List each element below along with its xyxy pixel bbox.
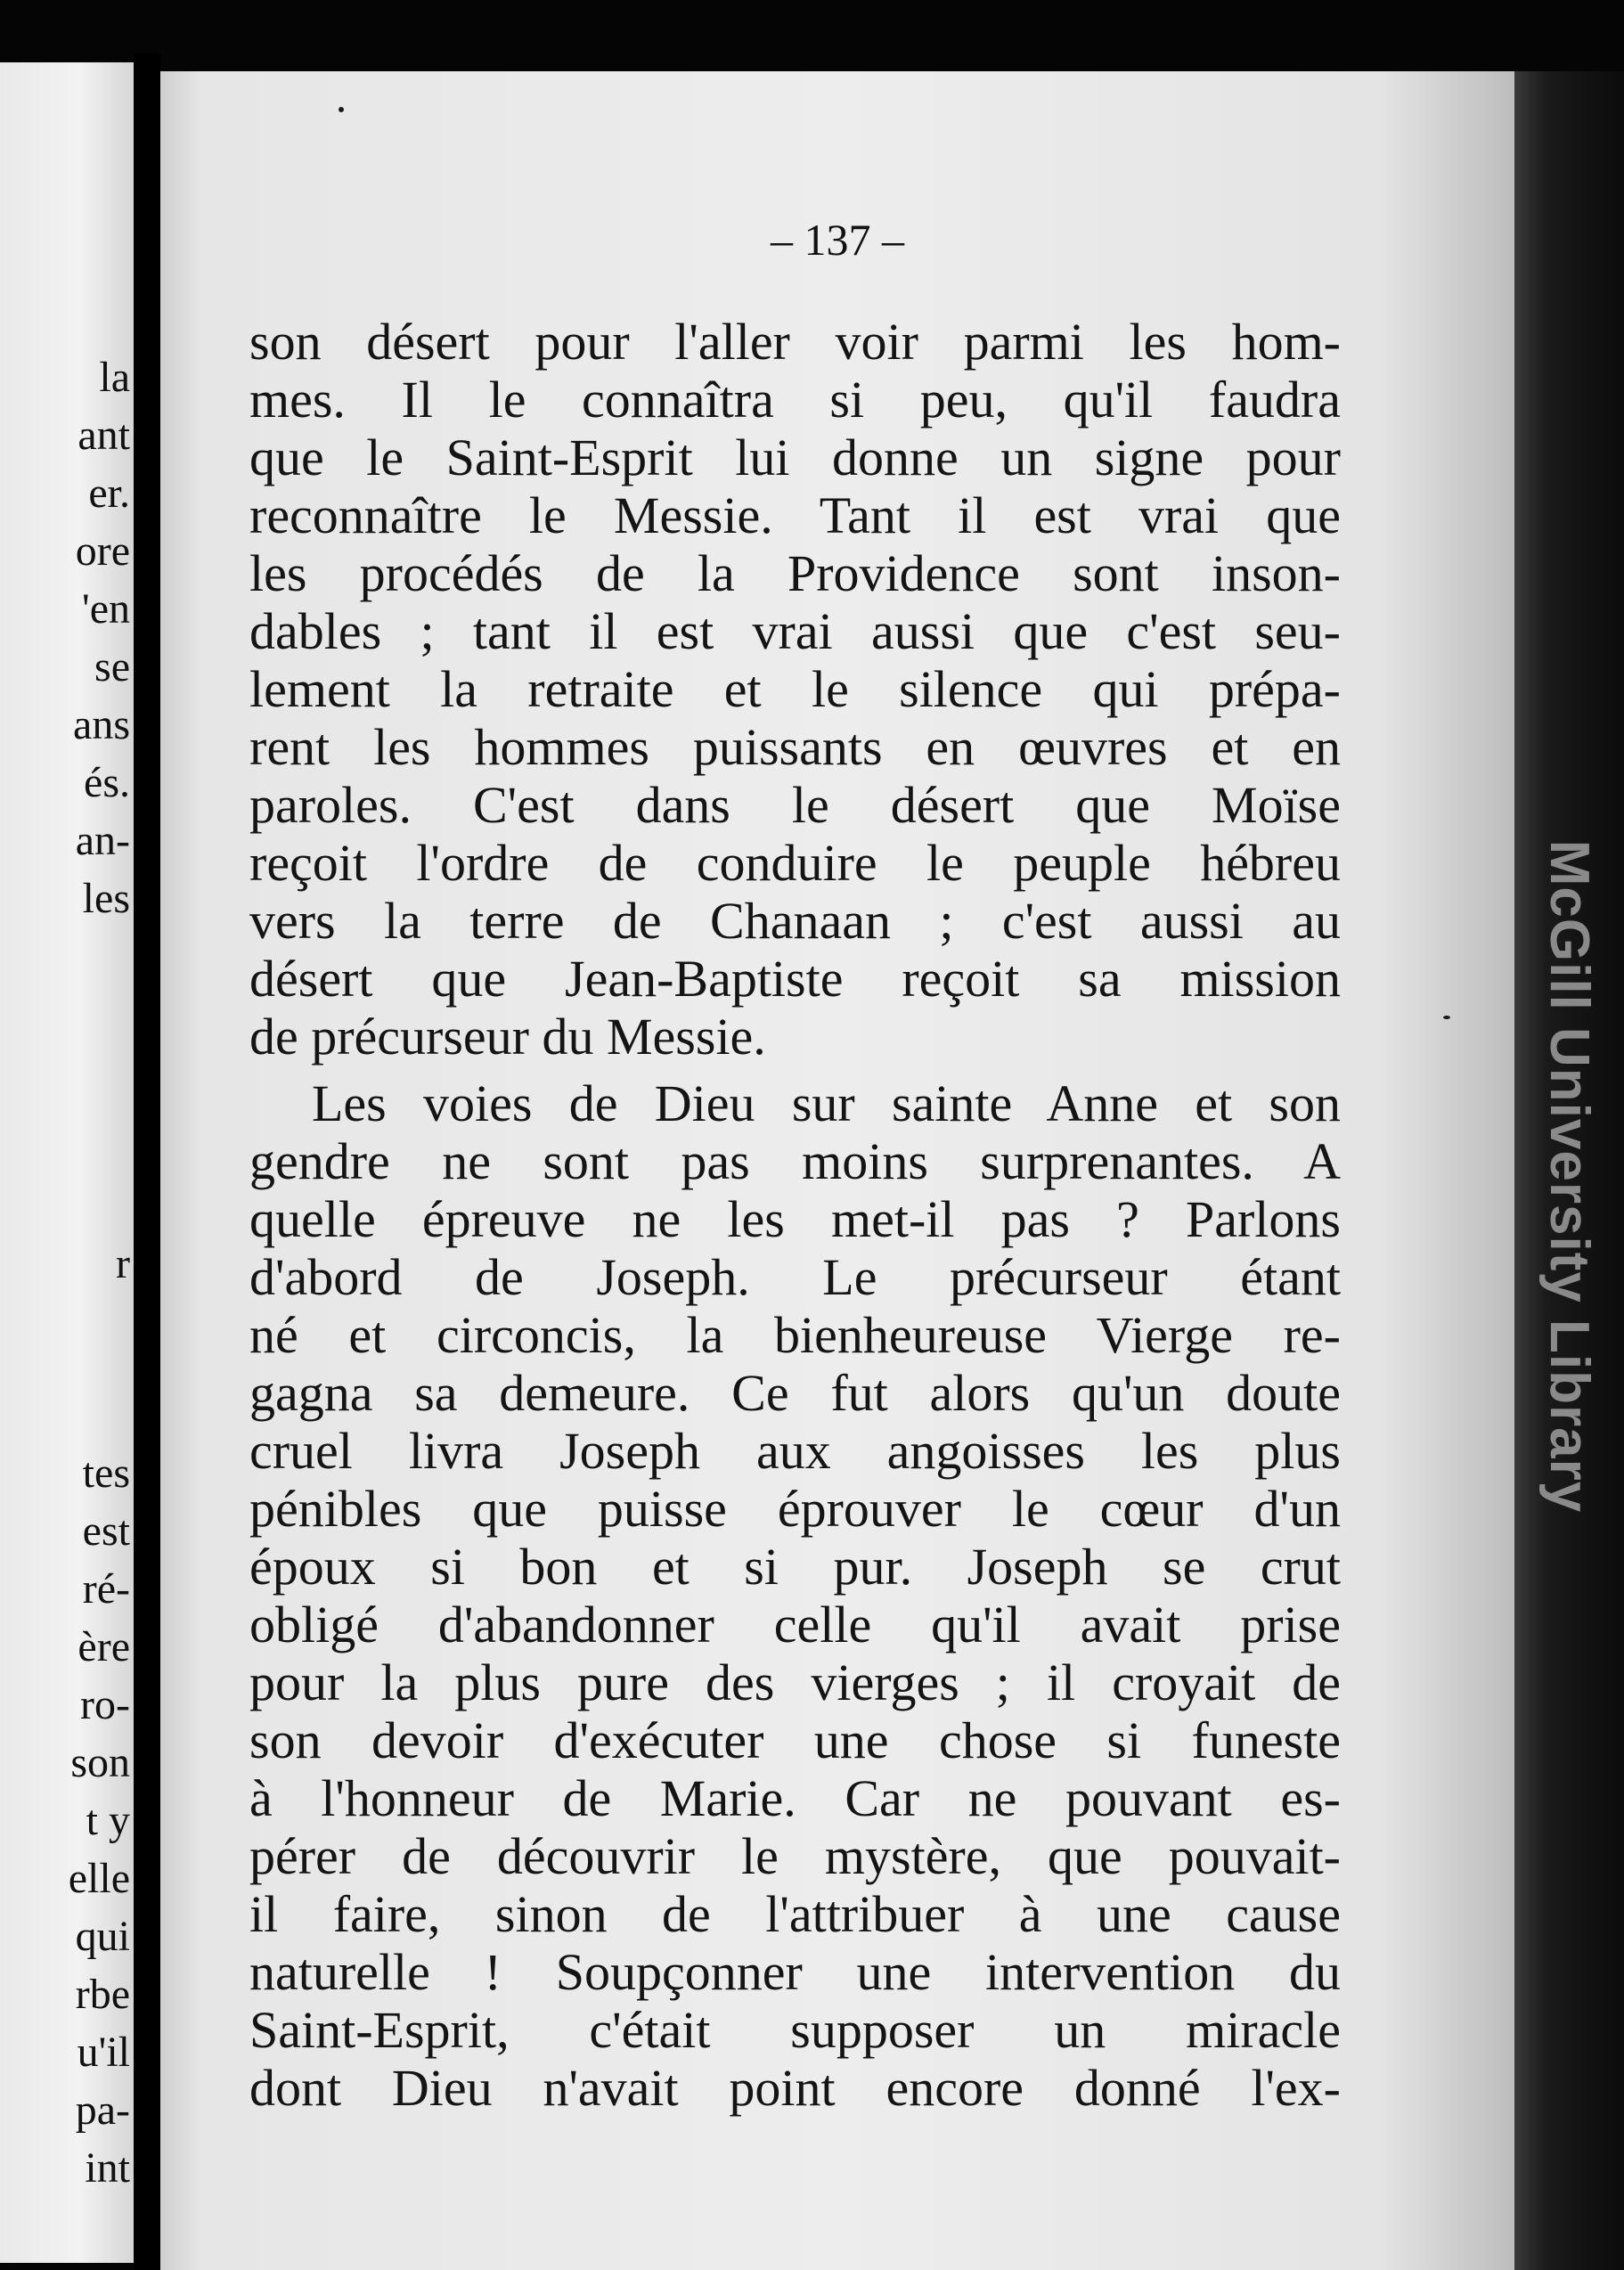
library-stamp bbox=[1525, 837, 1614, 1515]
left-line: son bbox=[70, 1739, 130, 1786]
body-line: gendre ne sont pas moins surprenantes. A bbox=[249, 1132, 1341, 1190]
body-line: quelle épreuve ne les met-il pas ? Parlons bbox=[249, 1190, 1341, 1248]
left-page-fragment bbox=[0, 62, 134, 2263]
body-line: d'abord de Joseph. Le précurseur étant bbox=[249, 1248, 1341, 1306]
book-gutter bbox=[134, 53, 160, 2270]
body-line: obligé d'abandonner celle qu'il avait prise bbox=[249, 1596, 1341, 1654]
body-line: son devoir d'exécuter une chose si funeste bbox=[249, 1711, 1341, 1769]
left-line: se bbox=[94, 643, 130, 690]
body-line: gagna sa demeure. Ce fut alors qu'un doute bbox=[249, 1364, 1341, 1422]
left-line: la bbox=[99, 354, 130, 401]
body-line: reçoit l'ordre de conduire le peuple hébreu bbox=[249, 834, 1341, 892]
body-line: il faire, sinon de l'attribuer à une cause bbox=[249, 1885, 1341, 1943]
body-line: Saint-Esprit, c'était supposer un miracle bbox=[249, 2001, 1341, 2059]
left-line: ro- bbox=[80, 1681, 130, 1728]
body-line: que le Saint-Esprit lui donne un signe pour bbox=[249, 429, 1341, 486]
left-line: les bbox=[82, 875, 130, 922]
body-line: de précurseur du Messie. bbox=[249, 1008, 766, 1066]
left-line: est bbox=[82, 1507, 130, 1555]
library-stamp-text: McGill University Library bbox=[1538, 839, 1601, 1513]
body-line: pénibles que puisse éprouver le cœur d'un bbox=[249, 1480, 1341, 1538]
body-line: rent les hommes puissants en œuvres et en bbox=[249, 718, 1341, 776]
left-line: qui bbox=[75, 1913, 130, 1960]
left-line: t y bbox=[86, 1797, 130, 1844]
body-line: dables ; tant il est vrai aussi que c'est seu- bbox=[249, 602, 1341, 660]
body-line: époux si bon et si pur. Joseph se crut bbox=[249, 1538, 1341, 1596]
scan-speck bbox=[339, 107, 344, 112]
body-line: né et circoncis, la bienheureuse Vierge re- bbox=[249, 1306, 1341, 1364]
body-line: reconnaître le Messie. Tant il est vrai que bbox=[249, 486, 1341, 544]
left-line: ans bbox=[73, 701, 130, 748]
body-line: lement la retraite et le silence qui prépa- bbox=[249, 660, 1341, 718]
body-line: mes. Il le connaîtra si peu, qu'il faudra bbox=[249, 371, 1341, 429]
left-line: an- bbox=[75, 817, 130, 864]
body-line: à l'honneur de Marie. Car ne pouvant es- bbox=[249, 1769, 1341, 1827]
left-line: r bbox=[116, 1240, 130, 1287]
book-page bbox=[160, 71, 1514, 2270]
body-line: dont Dieu n'avait point encore donné l'ex- bbox=[249, 2059, 1341, 2117]
body-line: pour la plus pure des vierges ; il croyait de bbox=[249, 1654, 1341, 1711]
left-line: és. bbox=[84, 759, 130, 806]
body-line: cruel livra Joseph aux angoisses les plus bbox=[249, 1422, 1341, 1480]
body-line: paroles. C'est dans le désert que Moïse bbox=[249, 776, 1341, 834]
body-line: son désert pour l'aller voir parmi les hom- bbox=[249, 313, 1341, 371]
left-line: int bbox=[85, 2144, 130, 2192]
body-line: désert que Jean-Baptiste reçoit sa mission bbox=[249, 950, 1341, 1008]
left-line: ré- bbox=[82, 1565, 130, 1613]
body-line: vers la terre de Chanaan ; c'est aussi au bbox=[249, 892, 1341, 950]
body-line: pérer de découvrir le mystère, que pouvait- bbox=[249, 1827, 1341, 1885]
page-number: – 137 – bbox=[771, 215, 904, 265]
left-line: 'en bbox=[82, 585, 130, 633]
body-line: naturelle ! Soupçonner une intervention du bbox=[249, 1943, 1341, 2001]
body-line: Les voies de Dieu sur sainte Anne et son bbox=[312, 1074, 1341, 1132]
left-line: elle bbox=[68, 1855, 130, 1902]
left-line: er. bbox=[88, 470, 130, 517]
body-line: les procédés de la Providence sont inson- bbox=[249, 544, 1341, 602]
left-line: tes bbox=[82, 1449, 130, 1497]
left-line: ore bbox=[75, 527, 130, 575]
left-line: ère bbox=[78, 1623, 130, 1670]
left-line: u'il bbox=[77, 2029, 130, 2076]
left-line: ant bbox=[78, 412, 130, 459]
left-line: rbe bbox=[75, 1971, 130, 2018]
left-line: pa- bbox=[75, 2086, 130, 2134]
scan-speck bbox=[1443, 1016, 1450, 1019]
